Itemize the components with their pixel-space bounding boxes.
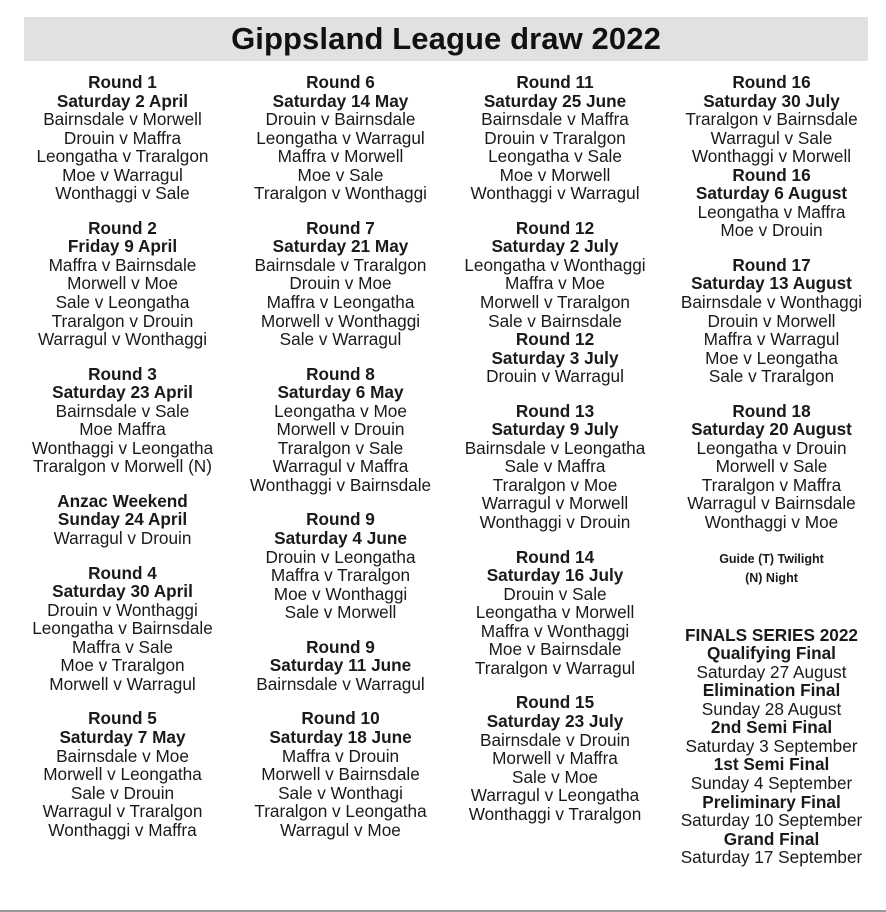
fixture-column-3 xyxy=(452,73,658,839)
round-date: Saturday 14 May xyxy=(272,90,409,111)
round-date: Saturday 2 July xyxy=(491,236,619,257)
fixture-match: Warragul v Bairnsdale xyxy=(687,493,856,514)
fixture-match: Moe v Drouin xyxy=(720,220,823,241)
fixture-match: Drouin v Leongatha xyxy=(265,546,416,567)
round-title: Round 6 xyxy=(306,72,375,92)
round-title: Round 16 xyxy=(732,72,811,92)
fixture-match: Maffra v Traralgon xyxy=(270,565,411,586)
round-date: Friday 9 April xyxy=(67,236,178,257)
round-title: Anzac Weekend xyxy=(57,490,188,511)
fixture-match: Leongatha v Bairnsdale xyxy=(32,618,213,639)
round-date: Saturday 30 April xyxy=(52,581,193,602)
round-title: Round 5 xyxy=(88,708,157,729)
fixture-match: Morwell v Maffra xyxy=(492,748,618,769)
round-block xyxy=(669,402,874,532)
fixture-match: Morwell v Moe xyxy=(67,273,178,294)
fixture-match: Leongatha v Sale xyxy=(488,146,622,167)
round-date: Saturday 6 August xyxy=(695,183,848,204)
fixture-match: Wonthaggi v Traralgon xyxy=(468,803,642,824)
fixture-match: Traralgon v Maffra xyxy=(701,474,842,495)
round-date: Saturday 4 June xyxy=(274,528,407,549)
fixture-match: Morwell v Sale xyxy=(715,456,828,477)
round-block xyxy=(238,510,443,621)
fixture-match: Warragul v Morwell xyxy=(481,493,629,514)
round-date: Saturday 23 July xyxy=(486,710,624,731)
fixture-match: Sale v Maffra xyxy=(504,456,606,477)
fixture-match: Sale v Bairnsdale xyxy=(488,310,622,331)
final-date: Saturday 27 August xyxy=(696,661,847,682)
round-block xyxy=(669,73,874,166)
round-block xyxy=(238,219,443,349)
round-block xyxy=(238,73,443,203)
fixture-match: Drouin v Moe xyxy=(289,273,392,294)
final-name: 1st Semi Final xyxy=(713,754,830,775)
round-block xyxy=(452,693,658,823)
round-date: Saturday 7 May xyxy=(59,726,186,747)
fixture-match: Maffra v Sale xyxy=(72,636,173,657)
fixture-match: Moe v Traralgon xyxy=(60,655,185,676)
fixture-match: Sale v Warragul xyxy=(279,329,402,350)
round-title: Round 2 xyxy=(88,217,157,238)
fixture-column-4 xyxy=(669,73,874,867)
fixture-match: Warragul v Drouin xyxy=(53,528,192,549)
fixture-column-1 xyxy=(20,73,225,855)
round-block xyxy=(452,548,658,678)
round-title: Round 13 xyxy=(515,400,595,421)
fixture-match: Drouin v Bairnsdale xyxy=(265,109,416,130)
final-date: Sunday 28 August xyxy=(701,698,842,719)
fixture-match: Traralgon v Drouin xyxy=(51,310,194,331)
fixture-match: Maffra v Drouin xyxy=(281,745,400,766)
fixture-match: Wonthaggi v Moe xyxy=(704,512,839,533)
fixture-match: Traralgon v Wonthaggi xyxy=(254,183,427,204)
legend-item-twilight: Guide (T) Twilight xyxy=(719,551,824,566)
fixture-match: Wonthaggi v Maffra xyxy=(48,819,197,840)
final-date: Saturday 17 September xyxy=(680,847,863,868)
round-block xyxy=(238,638,443,694)
round-date: Saturday 30 July xyxy=(703,90,840,111)
final-name: Preliminary Final xyxy=(702,791,841,812)
round-block xyxy=(669,256,874,386)
fixture-match: Warragul v Wonthaggi xyxy=(37,329,208,350)
legend-item-night: (N) Night xyxy=(745,570,798,585)
round-date: Saturday 23 April xyxy=(52,382,193,403)
final-name: Elimination Final xyxy=(702,680,841,701)
fixture-match: Bairnsdale v Morwell xyxy=(43,109,202,130)
fixture-match: Bairnsdale v Drouin xyxy=(480,729,630,750)
final-name: Grand Final xyxy=(723,828,820,849)
round-block xyxy=(20,365,225,476)
round-title: Round 12 xyxy=(515,329,595,350)
round-block xyxy=(20,219,225,349)
fixture-match: Bairnsdale v Traralgon xyxy=(254,254,427,275)
fixture-match: Morwell v Warragul xyxy=(49,673,196,694)
fixture-match: Bairnsdale v Leongatha xyxy=(464,437,646,458)
round-block xyxy=(452,330,658,386)
fixture-match: Moe v Morwell xyxy=(499,164,611,185)
round-block xyxy=(669,166,874,240)
fixture-match: Leongatha v Moe xyxy=(274,400,407,421)
fixture-match: Drouin v Warragul xyxy=(486,366,624,387)
round-date: Saturday 13 August xyxy=(691,273,852,294)
final-date: Saturday 3 September xyxy=(685,735,858,756)
fixture-match: Drouin v Sale xyxy=(503,583,607,604)
round-title: Round 11 xyxy=(516,72,594,92)
fixture-match: Morwell v Bairnsdale xyxy=(261,764,420,785)
fixture-match: Maffra v Warragul xyxy=(703,329,840,350)
fixture-match: Bairnsdale v Moe xyxy=(56,745,189,766)
fixture-match: Bairnsdale v Warragul xyxy=(256,673,425,694)
round-date: Saturday 16 July xyxy=(486,565,624,586)
round-date: Saturday 9 July xyxy=(491,419,619,440)
round-title: Round 1 xyxy=(88,72,157,92)
fixture-match: Bairnsdale v Sale xyxy=(55,400,190,421)
final-date: Saturday 10 September xyxy=(680,810,863,831)
fixture-match: Moe v Wonthaggi xyxy=(273,583,408,604)
final-name: Qualifying Final xyxy=(707,643,836,664)
round-block xyxy=(452,402,658,532)
fixture-match: Traralgon v Moe xyxy=(492,474,618,495)
fixture-match: Warragul v Leongatha xyxy=(470,785,640,806)
finals-series xyxy=(669,626,874,867)
fixture-match: Drouin v Wonthaggi xyxy=(47,599,198,620)
fixture-match: Sale v Drouin xyxy=(70,782,175,803)
fixture-match: Morwell v Traralgon xyxy=(480,292,630,313)
round-date: Saturday 18 June xyxy=(269,726,412,747)
round-title: Round 14 xyxy=(515,546,595,567)
fixture-match: Sale v Morwell xyxy=(284,602,397,623)
fixture-match: Morwell v Drouin xyxy=(276,419,405,440)
round-date: Saturday 3 July xyxy=(491,347,619,368)
fixture-match: Sale v Leongatha xyxy=(55,292,190,313)
round-title: Round 7 xyxy=(306,217,375,238)
round-title: Round 9 xyxy=(306,636,375,657)
fixture-match: Wonthaggi v Morwell xyxy=(691,146,852,167)
fixture-match: Drouin v Maffra xyxy=(63,127,182,148)
round-title: Round 15 xyxy=(515,692,595,713)
fixture-match: Leongatha v Maffra xyxy=(697,201,846,222)
round-block xyxy=(20,73,225,203)
fixture-match: Sale v Wonthagi xyxy=(278,782,403,803)
round-block xyxy=(20,564,225,694)
round-title: Round 4 xyxy=(88,562,157,583)
fixture-match: Leongatha v Traralgon xyxy=(36,146,209,167)
fixture-match: Maffra v Wonthaggi xyxy=(480,620,630,641)
legend xyxy=(669,550,874,588)
fixture-match: Traralgon v Bairnsdale xyxy=(685,109,858,130)
fixture-match: Drouin v Morwell xyxy=(707,310,836,331)
page-title: Gippsland League draw 2022 xyxy=(231,21,661,56)
fixture-match: Bairnsdale v Maffra xyxy=(481,109,629,130)
fixture-match: Wonthaggi v Warragul xyxy=(470,183,640,204)
title-bar xyxy=(24,17,868,61)
round-block xyxy=(238,709,443,839)
round-date: Saturday 2 April xyxy=(56,90,189,111)
finals-heading: FINALS SERIES 2022 xyxy=(685,624,858,645)
fixture-match: Moe v Bairnsdale xyxy=(488,639,622,660)
fixture-match: Drouin v Traralgon xyxy=(484,127,626,148)
fixture-match: Warragul v Traralgon xyxy=(42,801,203,822)
round-title: Round 12 xyxy=(515,217,595,238)
round-block xyxy=(238,365,443,495)
fixture-match: Maffra v Moe xyxy=(505,273,605,294)
fixture-match: Warragul v Maffra xyxy=(272,456,409,477)
round-date: Saturday 6 May xyxy=(277,382,404,403)
fixture-match: Maffra v Leongatha xyxy=(266,292,415,313)
round-title: Round 9 xyxy=(306,509,375,530)
fixture-match: Leongatha v Morwell xyxy=(475,602,635,623)
fixture-match: Wonthaggi v Drouin xyxy=(479,512,631,533)
final-name: 2nd Semi Final xyxy=(710,717,833,738)
fixture-match: Moe v Leongatha xyxy=(705,347,838,368)
fixture-match: Morwell v Leongatha xyxy=(43,764,202,785)
round-title: Round 17 xyxy=(732,254,811,275)
round-title: Round 3 xyxy=(88,363,157,384)
fixture-match: Morwell v Wonthaggi xyxy=(260,310,421,331)
fixture-match: Wonthaggi v Sale xyxy=(55,183,190,204)
round-title: Round 8 xyxy=(306,363,375,384)
round-title: Round 10 xyxy=(301,708,380,729)
fixture-match: Traralgon v Leongatha xyxy=(254,801,427,822)
fixture-match: Moe Maffra xyxy=(79,419,166,440)
round-title: Round 18 xyxy=(732,400,811,421)
fixture-match: Bairnsdale v Wonthaggi xyxy=(680,292,863,313)
fixture-match: Leongatha v Drouin xyxy=(696,437,847,458)
fixture-match: Leongatha v Wonthaggi xyxy=(464,254,646,275)
fixture-match: Moe v Warragul xyxy=(62,164,183,185)
fixture-match: Warragul v Sale xyxy=(710,127,833,148)
round-date: Saturday 25 June xyxy=(483,90,627,111)
fixture-match: Traralgon v Sale xyxy=(277,437,404,458)
fixture-match: Moe v Sale xyxy=(297,164,384,185)
round-block xyxy=(20,492,225,548)
round-date: Sunday 24 April xyxy=(57,509,188,530)
fixture-match: Sale v Moe xyxy=(512,766,598,787)
fixture-match: Leongatha v Warragul xyxy=(256,127,425,148)
fixture-match: Sale v Traralgon xyxy=(708,366,835,387)
round-block xyxy=(452,219,658,330)
round-date: Saturday 20 August xyxy=(691,419,852,440)
round-date: Saturday 21 May xyxy=(272,236,409,257)
round-date: Saturday 11 June xyxy=(269,655,412,676)
fixture-match: Traralgon v Warragul xyxy=(474,657,636,678)
fixture-match: Wonthaggi v Leongatha xyxy=(31,437,214,458)
fixture-column-2 xyxy=(238,73,443,855)
fixture-match: Maffra v Morwell xyxy=(277,146,404,167)
round-block xyxy=(20,709,225,839)
fixture-match: Warragul v Moe xyxy=(280,819,401,840)
fixture-match: Maffra v Bairnsdale xyxy=(48,254,197,275)
fixture-match: Wonthaggi v Bairnsdale xyxy=(249,474,432,495)
round-block xyxy=(452,73,658,203)
fixture-match: Traralgon v Morwell (N) xyxy=(33,456,212,477)
final-date: Sunday 4 September xyxy=(690,772,853,793)
round-title: Round 16 xyxy=(732,164,811,185)
